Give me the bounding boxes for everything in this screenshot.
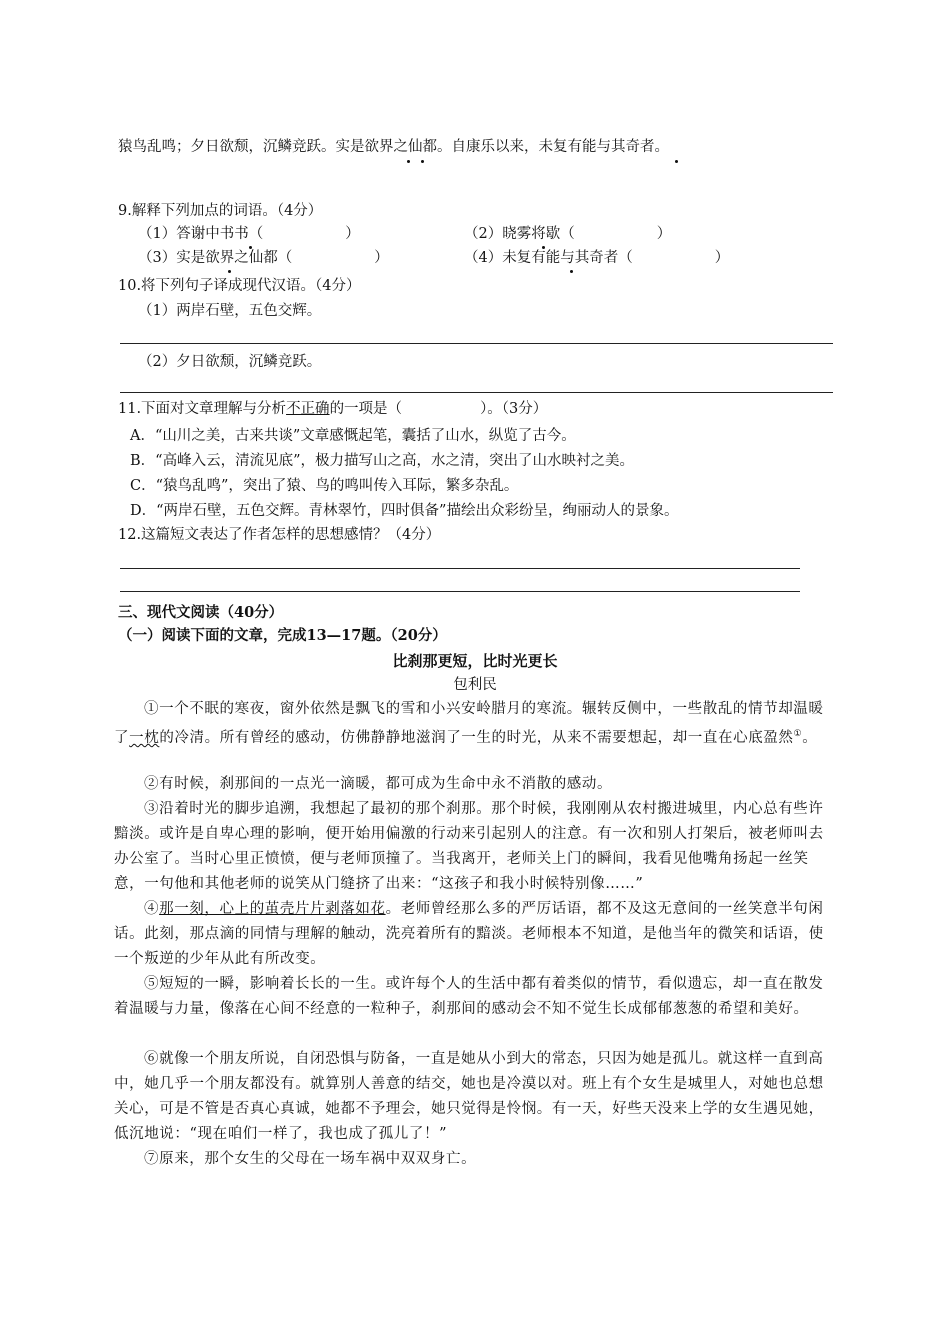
emphasis-dot	[249, 246, 252, 249]
q9-item-2: （2）晓雾将歇（ ）	[464, 226, 672, 242]
emphasis-dot	[228, 270, 231, 273]
q12-stem: 12.这篇短文表达了作者怎样的思想感情？（4分）	[118, 527, 441, 543]
classical-text-line: 猿鸟乱鸣；夕日欲颓，沉鳞竞跃。实是欲界之仙都。自康乐以来，未复有能与其奇者。	[118, 139, 669, 155]
q11-option-d: D．“两岸石壁，五色交辉。青林翠竹，四时俱备”描绘出众彩纷呈，绚丽动人的景象。	[130, 503, 679, 519]
answer-line	[120, 392, 833, 393]
q9-item-1: （1）答谢中书书（ ）	[138, 226, 360, 242]
answer-line	[120, 343, 833, 344]
paragraph-4: ④那一刻，心上的茧壳片片剥落如花。老师曾经那么多的严厉话语，都不及这无意间的一丝笑意半句闲话。此刻，那点滴的同情与理解的触动，洗亮着所有的黯淡。老师根本不知道，是他当年的微笑和话语，使一个叛逆的少年从此有所改变。	[114, 901, 824, 967]
paragraph-3: ③沿着时光的脚步追溯，我想起了最初的那个刹那。那个时候，我刚刚从农村搬进城里，内心总有些许黯淡。或许是自卑心理的影响，便开始用偏激的行动来引起别人的注意。有一次和别人打架后，被老师叫去办公室了。当时心里正愤愤，便与老师顶撞了。当我离开，老师关上门的瞬间，我看见他嘴角扬起一丝笑意，一句他和其他老师的说笑从门缝挤了出来：“这孩子和我小时候特别像……”	[114, 801, 824, 892]
answer-line	[120, 568, 800, 569]
emphasis-dot	[570, 270, 573, 273]
paragraph-7: ⑦原来，那个女生的父母在一场车祸中双双身亡。	[144, 1151, 477, 1167]
q11-option-a: A．“山川之美，古来共谈”文章感慨起笔，囊括了山水，纵览了古今。	[130, 428, 576, 444]
emphasis-dot	[421, 160, 424, 163]
emphasis-dot	[542, 246, 545, 249]
q9-stem: 9.解释下列加点的词语。（4分）	[118, 203, 323, 219]
q10-stem: 10.将下列句子译成现代汉语。（4分）	[118, 278, 361, 294]
answer-line	[120, 591, 800, 592]
article-title: 比刹那更短，比时光更长	[392, 652, 558, 670]
paragraph-2: ②有时候，刹那间的一点光一滴暖，都可成为生命中永不消散的感动。	[144, 776, 613, 792]
paragraph-6: ⑥就像一个朋友所说，自闭恐惧与防备，一直是她从小到大的常态，只因为她是孤儿。就这样一直到高中，她几乎一个朋友都没有。就算别人善意的结交，她也是冷漠以对。班上有个女生是城里人，对她也总想关心，可是不管是否真心真诚，她都不予理会，她只觉得是怜悯。有一天，好些天没来上学的女生遇见她，低沉地说：“现在咱们一样了，我也成了孤儿了！”	[114, 1051, 824, 1142]
q11-stem: 11.下面对文章理解与分析不正确的一项是（ ）。（3分）	[118, 401, 548, 417]
q10-sentence-1: （1）两岸石壁，五色交辉。	[138, 303, 322, 319]
q10-sentence-2: （2）夕日欲颓，沉鳞竞跃。	[138, 354, 322, 370]
paragraph-1: ①一个不眠的寒夜，窗外依然是飘飞的雪和小兴安岭腊月的寒流。辗转反侧中，一些散乱的情节却温暖了一枕的冷清。所有曾经的感动，仿佛静静地滋润了一生的时光，从来不需要想起，却一直在心底盈然①。	[114, 701, 824, 746]
emphasis-dot	[675, 160, 678, 163]
section-heading: 三、现代文阅读（40分）	[118, 604, 284, 621]
q9-item-3: （3）实是欲界之仙都（ ）	[138, 250, 389, 266]
paragraph-5: ⑤短短的一瞬，影响着长长的一生。或许每个人的生活中都有着类似的情节，看似遗忘，却一直在散发着温暖与力量，像落在心间不经意的一粒种子，刹那间的感动会不知不觉生长成郁郁葱葱的希望和美好。	[114, 976, 824, 1017]
q9-item-4: （4）未复有能与其奇者（ ）	[464, 250, 730, 266]
q11-option-c: C．“猿鸟乱鸣”，突出了猿、鸟的鸣叫传入耳际，繁多杂乱。	[130, 478, 519, 494]
subsection-heading: （一）阅读下面的文章，完成13—17题。（20分）	[118, 627, 447, 644]
emphasis-dot	[407, 160, 410, 163]
article-author: 包利民	[453, 677, 497, 693]
q11-option-b: B．“高峰入云，清流见底”，极力描写山之高，水之清，突出了山水映衬之美。	[130, 453, 634, 469]
